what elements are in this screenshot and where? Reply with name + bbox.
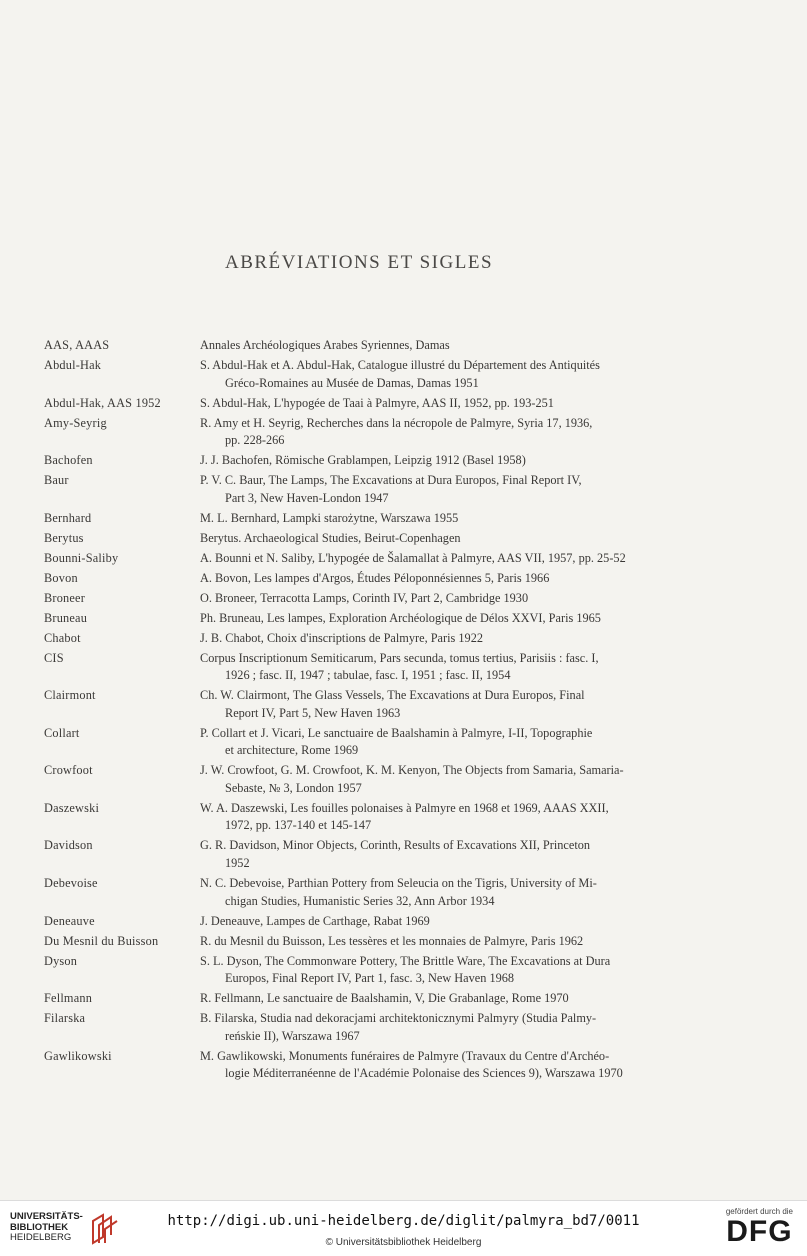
entry-reference	[200, 452, 684, 470]
entry-reference	[200, 933, 684, 951]
abbreviation-entry	[44, 630, 684, 648]
abbreviation-entry	[44, 650, 684, 685]
entry-reference	[200, 875, 684, 910]
abbreviation-entry	[44, 395, 684, 413]
entry-reference	[200, 762, 684, 797]
reference-line: Ch. W. Clairmont, The Glass Vessels, The Excavations at Dura Europos, Final	[200, 688, 585, 703]
abbreviation-entry	[44, 953, 684, 988]
abbreviation-entry	[44, 725, 684, 760]
reference-line: R. Fellmann, Le sanctuaire de Baalshamin, V, Die Grabanlage, Rome 1970	[200, 991, 569, 1006]
abbreviation-entry	[44, 687, 684, 722]
reference-line: A. Bovon, Les lampes d'Argos, Études Péloponnésiennes 5, Paris 1966	[200, 570, 550, 585]
abbreviation-entry	[44, 530, 684, 548]
entry-reference	[200, 570, 684, 588]
entry-abbreviation: Davidson	[44, 838, 93, 853]
entry-abbreviation: Broneer	[44, 590, 86, 605]
entry-reference	[200, 990, 684, 1008]
entry-abbreviation: Fellmann	[44, 991, 93, 1006]
entry-reference	[200, 837, 684, 872]
abbreviation-entry	[44, 913, 684, 931]
entry-reference	[200, 395, 684, 413]
entry-abbreviation: Du Mesnil du Buisson	[44, 933, 159, 948]
reference-line: pp. 228-266	[225, 433, 285, 448]
abbreviation-entry	[44, 762, 684, 797]
dfg-logo[interactable]	[726, 1207, 793, 1248]
reference-line: J. B. Chabot, Choix d'inscriptions de Palmyre, Paris 1922	[200, 630, 483, 645]
abbreviation-list	[44, 337, 684, 1085]
abbreviation-entry	[44, 1010, 684, 1045]
reference-line: logie Méditerranéenne de l'Académie Polonaise des Sciences 9), Warszawa 1970	[225, 1066, 623, 1081]
reference-line: Ph. Bruneau, Les lampes, Exploration Archéologique de Délos XXVI, Paris 1965	[200, 610, 601, 625]
entry-reference	[200, 800, 684, 835]
entry-reference	[200, 650, 684, 685]
entry-reference	[200, 550, 684, 568]
reference-line: Europos, Final Report IV, Part 1, fasc. 3, New Haven 1968	[225, 971, 515, 986]
reference-line: M. Gawlikowski, Monuments funéraires de Palmyre (Travaux du Centre d'Archéo-	[200, 1048, 610, 1063]
entry-abbreviation: Debevoise	[44, 876, 98, 891]
reference-line: 1972, pp. 137-140 et 145-147	[225, 818, 372, 833]
entry-abbreviation: Collart	[44, 725, 80, 740]
entry-abbreviation: Bernhard	[44, 510, 92, 525]
library-name-line2: BIBLIOTHEK	[10, 1221, 69, 1233]
reference-line: Sebaste, № 3, London 1957	[225, 780, 362, 795]
abbreviation-entry	[44, 590, 684, 608]
reference-line: reńskie II), Warszawa 1967	[225, 1028, 360, 1043]
reference-line: R. Amy et H. Seyrig, Recherches dans la nécropole de Palmyre, Syria 17, 1936,	[200, 415, 593, 430]
reference-line: et architecture, Rome 1969	[225, 743, 359, 758]
library-name-line3: HEIDELBERG	[10, 1232, 72, 1244]
reference-line: J. J. Bachofen, Römische Grablampen, Leipzig 1912 (Basel 1958)	[200, 453, 526, 468]
reference-line: W. A. Daszewski, Les fouilles polonaises à Palmyre en 1968 et 1969, AAAS XXII,	[200, 800, 609, 815]
entry-abbreviation: Gawlikowski	[44, 1048, 112, 1063]
entry-abbreviation: CIS	[44, 650, 64, 665]
entry-reference	[200, 953, 684, 988]
entry-reference	[200, 590, 684, 608]
entry-abbreviation: Bruneau	[44, 610, 88, 625]
entry-abbreviation: Bachofen	[44, 453, 93, 468]
reference-line: S. L. Dyson, The Commonware Pottery, The Brittle Ware, The Excavations at Dura	[200, 953, 611, 968]
reference-line: O. Broneer, Terracotta Lamps, Corinth IV, Part 2, Cambridge 1930	[200, 590, 529, 605]
entry-reference	[200, 610, 684, 628]
entry-abbreviation: AAS, AAAS	[44, 338, 110, 352]
reference-line: J. Deneauve, Lampes de Carthage, Rabat 1969	[200, 913, 430, 928]
entry-abbreviation: Bounni-Saliby	[44, 550, 119, 565]
dfg-wordmark: DFG	[726, 1215, 793, 1248]
entry-abbreviation: Dyson	[44, 953, 78, 968]
abbreviation-entry	[44, 337, 684, 355]
entry-abbreviation: Abdul-Hak	[44, 357, 102, 372]
entry-reference	[200, 725, 684, 760]
entry-abbreviation: Deneauve	[44, 913, 95, 928]
abbreviation-entry	[44, 933, 684, 951]
abbreviation-entry	[44, 357, 684, 392]
abbreviation-entry	[44, 570, 684, 588]
entry-abbreviation: Abdul-Hak, AAS 1952	[44, 395, 161, 410]
abbreviation-entry	[44, 415, 684, 450]
reference-line: G. R. Davidson, Minor Objects, Corinth, Results of Excavations XII, Princeton	[200, 838, 591, 853]
reference-line: Gréco-Romaines au Musée de Damas, Damas 1951	[225, 375, 479, 390]
entry-reference	[200, 337, 684, 355]
reference-line: S. Abdul-Hak et A. Abdul-Hak, Catalogue illustré du Département des Antiquités	[200, 357, 600, 372]
entry-abbreviation: Clairmont	[44, 688, 96, 703]
reference-line: R. du Mesnil du Buisson, Les tessères et les monnaies de Palmyre, Paris 1962	[200, 933, 584, 948]
entry-reference	[200, 1048, 684, 1083]
entry-abbreviation: Chabot	[44, 630, 81, 645]
abbreviation-entry	[44, 610, 684, 628]
abbreviation-entry	[44, 452, 684, 470]
abbreviation-entry	[44, 800, 684, 835]
reference-line: J. W. Crowfoot, G. M. Crowfoot, K. M. Kenyon, The Objects from Samaria, Samaria-	[200, 763, 624, 778]
reference-line: Berytus. Archaeological Studies, Beirut-Copenhagen	[200, 530, 461, 545]
entry-reference	[200, 510, 684, 528]
reference-line: Annales Archéologiques Arabes Syriennes, Damas	[200, 338, 450, 352]
entry-reference	[200, 530, 684, 548]
entry-reference	[200, 357, 684, 392]
reference-line: M. L. Bernhard, Lampki starożytne, Warszawa 1955	[200, 510, 459, 525]
reference-line: Part 3, New Haven-London 1947	[225, 490, 389, 505]
entry-reference	[200, 687, 684, 722]
funded-by-label: gefördert durch die	[725, 1207, 793, 1216]
permalink-url[interactable]: http://digi.ub.uni-heidelberg.de/diglit/palmyra_bd7/0011	[167, 1213, 640, 1229]
reference-line: B. Filarska, Studia nad dekoracjami architektonicznymi Palmyry (Studia Palmy-	[200, 1011, 597, 1026]
abbreviation-entry	[44, 1048, 684, 1083]
abbreviation-entry	[44, 510, 684, 528]
reference-line: A. Bounni et N. Saliby, L'hypogée de Šalamallat à Palmyre, AAS VII, 1957, pp. 25-52	[200, 550, 626, 565]
entry-reference	[200, 472, 684, 507]
entry-abbreviation: Crowfoot	[44, 763, 93, 778]
reference-line: P. V. C. Baur, The Lamps, The Excavations at Dura Europos, Final Report IV,	[200, 473, 582, 488]
entry-abbreviation: Berytus	[44, 530, 84, 545]
reference-line: Corpus Inscriptionum Semiticarum, Pars secunda, tomus tertius, Parisiis : fasc. I,	[200, 650, 599, 665]
abbreviation-entry	[44, 472, 684, 507]
entry-abbreviation: Daszewski	[44, 800, 100, 815]
entry-abbreviation: Bovon	[44, 570, 78, 585]
entry-abbreviation: Filarska	[44, 1011, 86, 1026]
reference-line: 1952	[225, 856, 250, 871]
entry-abbreviation: Baur	[44, 473, 69, 488]
reference-line: Report IV, Part 5, New Haven 1963	[225, 705, 401, 720]
entry-reference	[200, 913, 684, 931]
reference-line: chigan Studies, Humanistic Series 32, Ann Arbor 1934	[225, 893, 495, 908]
entry-abbreviation: Amy-Seyrig	[44, 415, 107, 430]
entry-reference	[200, 630, 684, 648]
entry-reference	[200, 415, 684, 450]
page-title: ABRÉVIATIONS ET SIGLES	[224, 252, 494, 273]
copyright-notice: © Universitätsbibliothek Heidelberg	[325, 1237, 482, 1248]
viewer-footer	[0, 1200, 807, 1256]
reference-line: N. C. Debevoise, Parthian Pottery from Seleucia on the Tigris, University of Mi-	[200, 876, 597, 891]
reference-line: S. Abdul-Hak, L'hypogée de Taai à Palmyre, AAS II, 1952, pp. 193-251	[200, 395, 554, 410]
reference-line: 1926 ; fasc. II, 1947 ; tabulae, fasc. I, 1951 ; fasc. II, 1954	[225, 668, 511, 683]
reference-line: P. Collart et J. Vicari, Le sanctuaire de Baalshamin à Palmyre, I-II, Topographie	[200, 725, 593, 740]
abbreviation-entry	[44, 550, 684, 568]
entry-reference	[200, 1010, 684, 1045]
abbreviation-entry	[44, 990, 684, 1008]
abbreviation-entry	[44, 837, 684, 872]
library-name-line1: UNIVERSITÄTS-	[10, 1211, 83, 1223]
abbreviation-entry	[44, 875, 684, 910]
